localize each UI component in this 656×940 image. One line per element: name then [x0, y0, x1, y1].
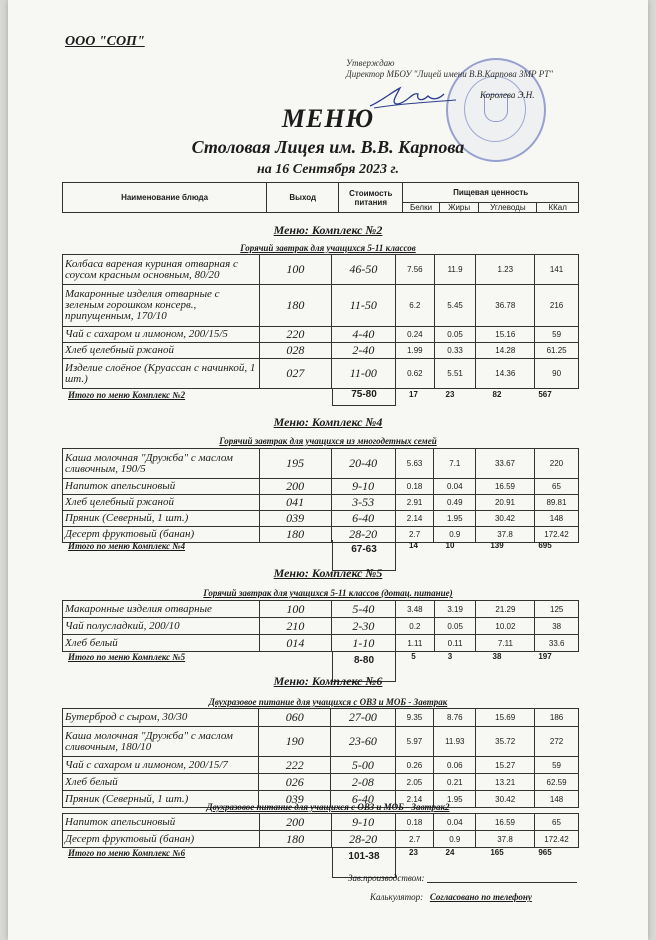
complex-4-table [62, 448, 579, 543]
approval-director: Директор МБОУ "Лицей имени В.В.Карпова ЗМР РТ" [346, 69, 553, 79]
total-protein: 14 [409, 541, 418, 550]
table-row [63, 479, 579, 495]
dish-carbs: 14.36 [476, 359, 535, 389]
group-subtitle: Горячий завтрак для учащихся 5-11 классов [240, 243, 416, 253]
dish-fat: 5.45 [434, 285, 476, 327]
dish-carbs: 33.67 [476, 449, 535, 479]
total-kcal: 197 [538, 652, 552, 661]
dish-kcal: 61.25 [535, 343, 579, 359]
complex-5-table [62, 600, 579, 652]
dish-kcal: 65 [534, 814, 578, 831]
table-row [63, 327, 579, 343]
approval-label: Утверждаю [346, 58, 395, 68]
menu-sheet [8, 0, 648, 940]
dish-output: 026 [259, 774, 331, 791]
dish-cost: 23-60 [331, 727, 395, 757]
dish-cost: 28-20 [331, 527, 395, 543]
table-row [63, 635, 579, 652]
dish-output: 180 [259, 831, 331, 848]
dish-fat: 0.33 [434, 343, 476, 359]
dish-output: 014 [259, 635, 331, 652]
table-row [63, 285, 579, 327]
dish-kcal: 38 [535, 618, 579, 635]
dish-name: Макаронные изделия отварные с зеленым горошком консерв., припущенным, 170/10 [63, 285, 260, 327]
dish-name: Десерт фруктовый (банан) [63, 831, 260, 848]
dish-protein: 0.18 [395, 479, 434, 495]
dish-fat: 0.05 [434, 327, 476, 343]
total-kcal: 695 [538, 541, 552, 550]
total-kcal: 965 [538, 848, 552, 857]
dish-fat: 0.9 [434, 831, 476, 848]
table-row [63, 343, 579, 359]
dish-fat: 0.9 [434, 527, 476, 543]
dish-fat: 1.95 [434, 791, 476, 808]
total-carbs: 38 [492, 652, 502, 661]
dish-protein: 9.35 [395, 709, 434, 727]
dish-protein: 0.62 [395, 359, 434, 389]
total-fat: 23 [445, 390, 455, 399]
dish-name: Каша молочная "Дружба" с маслом сливочным, 190/5 [63, 449, 260, 479]
dish-cost: 1-10 [331, 635, 395, 652]
dish-cost: 2-08 [331, 774, 395, 791]
dish-carbs: 14.28 [476, 343, 535, 359]
dish-name: Каша молочная "Дружба" с маслом сливочным, 180/10 [63, 727, 259, 757]
table-row [63, 601, 579, 618]
header-output: Выход [267, 183, 339, 213]
dish-protein: 2.7 [395, 527, 434, 543]
dish-name: Пряник (Северный, 1 шт.) [63, 511, 260, 527]
dish-protein: 2.91 [395, 495, 434, 511]
dish-fat: 0.05 [434, 618, 476, 635]
dish-carbs: 13.21 [476, 774, 535, 791]
dish-carbs: 15.69 [476, 709, 535, 727]
complex-title: Меню: Комплекс №4 [273, 415, 383, 429]
complex-6-breakfast-table [62, 708, 579, 808]
dish-protein: 3.48 [395, 601, 434, 618]
dish-output: 180 [259, 527, 331, 543]
dish-protein: 0.24 [395, 327, 434, 343]
table-row [63, 727, 579, 757]
dish-protein: 1.99 [395, 343, 434, 359]
dish-name: Хлеб белый [63, 774, 259, 791]
dish-fat: 0.06 [434, 757, 476, 774]
dish-cost: 2-30 [331, 618, 395, 635]
total-protein: 17 [409, 390, 418, 399]
dish-fat: 0.21 [434, 774, 476, 791]
dish-output: 195 [259, 449, 331, 479]
dish-name: Напиток апельсиновый [63, 814, 260, 831]
total-carbs: 165 [490, 848, 504, 857]
dish-fat: 11.9 [434, 255, 476, 285]
dish-carbs: 30.42 [476, 791, 535, 808]
dish-carbs: 7.11 [476, 635, 535, 652]
dish-kcal: 272 [535, 727, 579, 757]
total-label: Итого по меню Комплекс №4 [68, 541, 186, 551]
dish-protein: 5.63 [395, 449, 434, 479]
dish-kcal: 148 [534, 511, 578, 527]
dish-kcal: 59 [535, 757, 579, 774]
dish-protein: 0.26 [395, 757, 434, 774]
dish-fat: 1.95 [434, 511, 476, 527]
dish-carbs: 15.16 [476, 327, 535, 343]
dish-cost: 6-40 [331, 791, 395, 808]
dish-kcal: 65 [534, 479, 578, 495]
complex-total-row [62, 847, 579, 863]
total-kcal: 567 [538, 390, 552, 399]
table-row [63, 757, 579, 774]
dish-kcal: 125 [535, 601, 579, 618]
total-protein: 5 [411, 652, 416, 661]
total-label: Итого по меню Комплекс №6 [68, 848, 186, 858]
dish-kcal: 172.42 [534, 527, 578, 543]
dish-kcal: 148 [535, 791, 579, 808]
complex-total-row [62, 389, 579, 405]
table-row [63, 495, 579, 511]
dish-kcal: 172.42 [534, 831, 578, 848]
header-carbs: Углеводы [479, 203, 537, 213]
table-row [63, 359, 579, 389]
group-subtitle: Горячий завтрак для учащихся из многодетных семей [219, 436, 437, 446]
dish-output: 060 [259, 709, 331, 727]
dish-cost: 28-20 [331, 831, 395, 848]
table-row [63, 449, 579, 479]
dish-output: 200 [259, 479, 331, 495]
dish-kcal: 33.6 [535, 635, 579, 652]
dish-name: Хлеб целебный ржаной [63, 343, 260, 359]
production-manager-line [348, 872, 577, 883]
dish-cost: 9-10 [331, 479, 395, 495]
dish-fat: 11.93 [434, 727, 476, 757]
dish-protein: 2.14 [395, 791, 434, 808]
total-fat: 3 [447, 652, 453, 661]
dish-cost: 27-00 [331, 709, 395, 727]
group-subtitle: Двухразовое питание для учащихся с ОВЗ и МОБ - Завтрак2 [206, 802, 450, 812]
dish-cost: 9-10 [331, 814, 395, 831]
dish-kcal: 186 [535, 709, 579, 727]
total-cost: 75-80 [332, 389, 396, 406]
header-kcal: ККал [537, 203, 579, 213]
complex-title: Меню: Комплекс №2 [273, 223, 383, 237]
dish-output: 100 [259, 255, 331, 285]
dish-kcal: 220 [534, 449, 578, 479]
dish-protein: 2.7 [395, 831, 434, 848]
table-row [63, 709, 579, 727]
dish-output: 028 [259, 343, 331, 359]
table-row [63, 774, 579, 791]
dish-name: Напиток апельсиновый [63, 479, 260, 495]
total-carbs: 82 [492, 390, 502, 399]
dish-output: 220 [259, 327, 331, 343]
dish-name: Чай полусладкий, 200/10 [63, 618, 260, 635]
dish-name: Чай с сахаром и лимоном, 200/15/7 [63, 757, 259, 774]
dish-fat: 0.04 [434, 479, 476, 495]
dish-cost: 11-50 [331, 285, 395, 327]
dish-carbs: 30.42 [476, 511, 535, 527]
dish-cost: 4-40 [331, 327, 395, 343]
total-carbs: 139 [490, 541, 504, 550]
dish-name: Чай с сахаром и лимоном, 200/15/5 [63, 327, 260, 343]
organization-name: ООО "СОП" [65, 34, 145, 49]
dish-fat: 5.51 [434, 359, 476, 389]
dish-carbs: 1.23 [476, 255, 535, 285]
complex-2-table [62, 254, 579, 389]
table-row [63, 831, 579, 848]
dish-carbs: 37.8 [476, 831, 535, 848]
complex-6-breakfast2-table [62, 813, 579, 848]
total-label: Итого по меню Комплекс №2 [68, 390, 186, 400]
dish-kcal: 62.59 [535, 774, 579, 791]
approval-signer: Королева Э.Н. [480, 90, 535, 100]
group-subtitle: Двухразовое питание для учащихся с ОВЗ и МОБ - Завтрак [208, 697, 448, 707]
dish-cost: 5-00 [331, 757, 395, 774]
dish-protein: 2.05 [395, 774, 434, 791]
header-cost: Стоимость питания [339, 183, 403, 213]
table-row [63, 255, 579, 285]
dish-carbs: 35.72 [476, 727, 535, 757]
complex-title: Меню: Комплекс №6 [273, 674, 383, 688]
total-fat: 24 [445, 848, 455, 857]
complex-title: Меню: Комплекс №5 [273, 566, 383, 580]
dish-protein: 7.56 [395, 255, 434, 285]
dish-fat: 0.49 [434, 495, 476, 511]
dish-protein: 0.18 [395, 814, 434, 831]
dish-kcal: 216 [535, 285, 579, 327]
header-nutrition: Пищевая ценность [403, 183, 579, 203]
calculator-label: Калькулятор: [370, 892, 424, 902]
dish-cost: 6-40 [331, 511, 395, 527]
dish-protein: 5.97 [395, 727, 434, 757]
dish-carbs: 36.78 [476, 285, 535, 327]
dish-name: Хлеб целебный ржаной [63, 495, 260, 511]
total-fat: 10 [445, 541, 455, 550]
header-fat: Жиры [439, 203, 479, 213]
dish-cost: 5-40 [331, 601, 395, 618]
approval-block [346, 58, 566, 80]
production-label: Зав.производством: [348, 873, 425, 883]
menu-header-table [62, 182, 579, 213]
dish-carbs: 16.59 [476, 814, 535, 831]
dish-output: 200 [259, 814, 331, 831]
dish-protein: 6.2 [395, 285, 434, 327]
dish-protein: 2.14 [395, 511, 434, 527]
group-subtitle: Горячий завтрак для учащихся 5-11 классов (дотац. питание) [203, 588, 453, 598]
dish-output: 180 [259, 285, 331, 327]
total-label: Итого по меню Комплекс №5 [68, 652, 186, 662]
dish-carbs: 20.91 [476, 495, 535, 511]
dish-protein: 0.2 [395, 618, 434, 635]
dish-carbs: 37.8 [476, 527, 535, 543]
header-name: Наименование блюда [63, 183, 267, 213]
dish-name: Хлеб белый [63, 635, 260, 652]
dish-cost: 11-00 [331, 359, 395, 389]
canteen-name: Столовая Лицея им. В.В. Карпова [191, 137, 465, 157]
total-cost: 101-38 [332, 847, 396, 878]
dish-fat: 0.04 [434, 814, 476, 831]
dish-output: 039 [259, 511, 331, 527]
dish-protein: 1.11 [395, 635, 434, 652]
dish-cost: 2-40 [331, 343, 395, 359]
dish-name: Бутерброд с сыром, 30/30 [63, 709, 259, 727]
dish-output: 210 [259, 618, 331, 635]
dish-kcal: 59 [535, 327, 579, 343]
total-cost: 8-80 [332, 651, 396, 682]
total-protein: 23 [409, 848, 418, 857]
dish-cost: 46-50 [331, 255, 395, 285]
dish-carbs: 15.27 [476, 757, 535, 774]
dish-carbs: 21.29 [476, 601, 535, 618]
dish-name: Десерт фруктовый (банан) [63, 527, 260, 543]
dish-kcal: 141 [535, 255, 579, 285]
menu-title: МЕНЮ [281, 104, 375, 133]
dish-fat: 0.11 [434, 635, 476, 652]
dish-kcal: 89.81 [534, 495, 578, 511]
dish-cost: 3-53 [331, 495, 395, 511]
dish-carbs: 16.59 [476, 479, 535, 495]
dish-carbs: 10.02 [476, 618, 535, 635]
calculator-line [370, 892, 532, 902]
header-protein: Белки [403, 203, 440, 213]
dish-name: Изделие слоёное (Круассан с начинкой, 1 шт.) [63, 359, 260, 389]
menu-date: на 16 Сентября 2023 г. [257, 162, 399, 177]
dish-cost: 20-40 [331, 449, 395, 479]
dish-fat: 3.19 [434, 601, 476, 618]
calculator-value: Согласовано по телефону [429, 892, 532, 902]
dish-fat: 7.1 [434, 449, 476, 479]
dish-name: Колбаса вареная куриная отварная с соусом красным основным, 80/20 [63, 255, 260, 285]
dish-output: 100 [259, 601, 331, 618]
table-row [63, 814, 579, 831]
table-row [63, 511, 579, 527]
complex-total-row [62, 540, 579, 556]
dish-fat: 8.76 [434, 709, 476, 727]
dish-name: Макаронные изделия отварные [63, 601, 260, 618]
dish-output: 222 [259, 757, 331, 774]
dish-name: Пряник (Северный, 1 шт.) [63, 791, 259, 808]
complex-total-row [62, 651, 579, 667]
dish-output: 190 [259, 727, 331, 757]
dish-output: 039 [259, 791, 331, 808]
total-cost: 67-63 [332, 540, 396, 571]
table-row [63, 618, 579, 635]
dish-output: 041 [259, 495, 331, 511]
dish-output: 027 [259, 359, 331, 389]
dish-kcal: 90 [535, 359, 579, 389]
